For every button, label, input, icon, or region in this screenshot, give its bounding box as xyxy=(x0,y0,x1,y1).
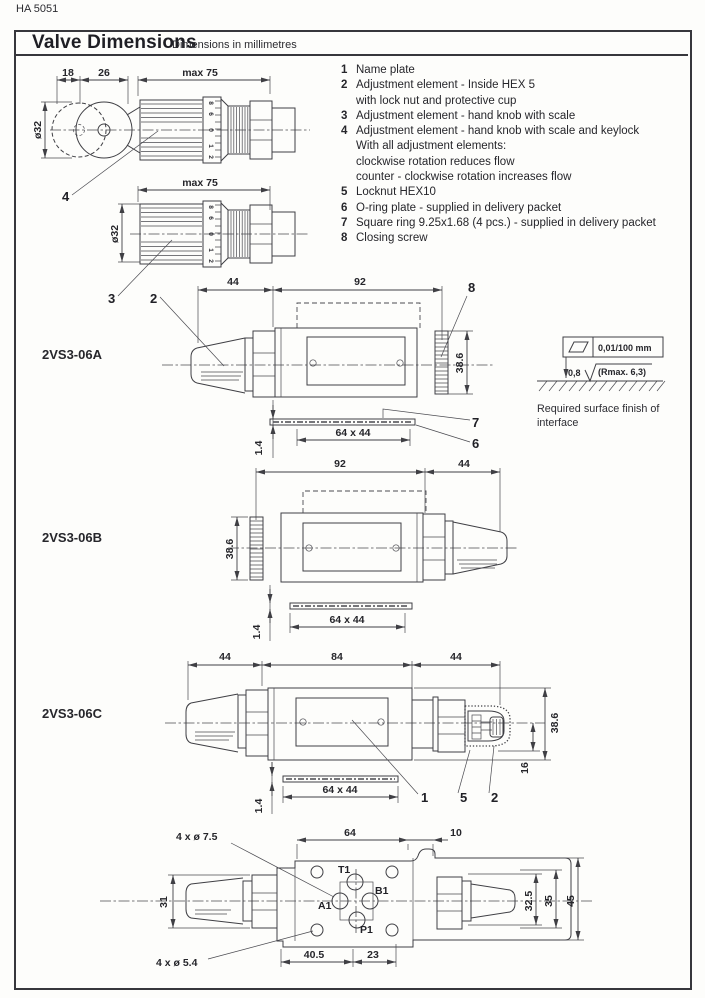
dim-18: 18 xyxy=(62,67,74,79)
dim-c-44-right: 44 xyxy=(450,651,462,663)
legend-num: 8 xyxy=(341,232,348,245)
legend-num: 2 xyxy=(341,79,348,92)
dim-a-92: 92 xyxy=(354,276,366,288)
port-label-b1: B1 xyxy=(375,885,389,897)
legend-line: Adjustment element - Inside HEX 5 xyxy=(356,79,535,92)
page-title: Valve Dimensions xyxy=(32,32,197,53)
dial-digit: 8 xyxy=(207,205,214,209)
dim-c-64x44: 64 x 44 xyxy=(322,784,358,796)
drawing-knob-keylock xyxy=(32,67,310,204)
dim-bolt-5-4: 4 x ø 5.4 xyxy=(156,957,198,969)
dim-dia32: ø32 xyxy=(32,120,44,140)
surface-caption-line1: Required surface finish of xyxy=(537,403,660,415)
dial-digit: 1 xyxy=(207,248,214,252)
legend-line: Closing screw xyxy=(356,232,428,245)
port-label-t1: T1 xyxy=(338,864,351,876)
callout-1: 1 xyxy=(421,790,429,805)
rmax-value: (Rmax. 6,3) xyxy=(598,367,647,377)
dim-dia32: ø32 xyxy=(109,224,121,244)
dim-c-1-4: 1.4 xyxy=(253,798,265,814)
surface-caption-line2: interface xyxy=(537,417,579,429)
dial-digit: 0 xyxy=(207,128,214,132)
dim-b-38-6: 38.6 xyxy=(224,538,236,560)
dial-digit: 6 xyxy=(207,112,214,116)
dim-26: 26 xyxy=(98,67,110,79)
dim-c-44-left: 44 xyxy=(219,651,231,663)
callout-7: 7 xyxy=(472,415,480,430)
dim-a-64x44: 64 x 44 xyxy=(335,427,371,439)
dim-35: 35 xyxy=(543,895,555,907)
dim-b-1-4: 1.4 xyxy=(251,624,263,640)
dim-a-1-4: 1.4 xyxy=(253,440,265,456)
dim-64: 64 xyxy=(344,827,356,839)
dial-digit: 0 xyxy=(207,232,214,236)
drawing-2vs3-06b xyxy=(224,458,518,641)
dim-max75: max 75 xyxy=(182,67,218,79)
port-label-a1: A1 xyxy=(318,900,332,912)
dial-digit: 2 xyxy=(207,259,214,263)
legend-line: Name plate xyxy=(356,64,415,76)
callout-8: 8 xyxy=(468,280,476,295)
model-label-2vs3-06b: 2VS3-06B xyxy=(42,530,102,545)
roughness-value: 0,8 xyxy=(568,368,581,378)
model-label-2vs3-06c: 2VS3-06C xyxy=(42,706,102,721)
model-label-2vs3-06a: 2VS3-06A xyxy=(42,347,102,362)
dim-a-38-6: 38.6 xyxy=(454,352,466,374)
drawing-2vs3-06c xyxy=(165,651,561,814)
dim-10: 10 xyxy=(450,827,462,839)
drawing-2vs3-06a xyxy=(162,276,495,458)
dim-c-84: 84 xyxy=(331,651,343,663)
legend-num: 5 xyxy=(341,186,348,199)
legend-num: 1 xyxy=(341,64,348,76)
legend-line: Adjustment element - hand knob with scale xyxy=(356,109,576,122)
dim-b-64x44: 64 x 44 xyxy=(329,614,365,626)
legend-num: 7 xyxy=(341,216,348,229)
legend-line: O-ring plate - supplied in delivery packet xyxy=(356,201,562,214)
dial-digit: 8 xyxy=(207,101,214,105)
dim-bolt-7-5: 4 x ø 7.5 xyxy=(176,831,218,843)
dim-c-16: 16 xyxy=(519,762,531,774)
dim-b-44: 44 xyxy=(458,458,470,470)
surface-finish-note xyxy=(537,337,665,429)
dim-max75: max 75 xyxy=(182,177,218,189)
dim-31: 31 xyxy=(158,896,170,908)
dial-digit: 1 xyxy=(207,144,214,148)
callout-2: 2 xyxy=(150,291,158,306)
drawing-bottom-view xyxy=(100,827,592,969)
callout-2c: 2 xyxy=(491,790,499,805)
dial-digit: 2 xyxy=(207,155,214,159)
legend-line: clockwise rotation reduces flow xyxy=(356,155,515,168)
legend-num: 4 xyxy=(341,125,348,138)
dim-b-92: 92 xyxy=(334,458,346,470)
callout-5: 5 xyxy=(460,790,468,805)
flatness-spec: 0,01/100 mm xyxy=(598,343,652,353)
callout-6: 6 xyxy=(472,436,480,451)
legend-line: counter - clockwise rotation increases flow xyxy=(356,171,572,184)
dial-digit: 6 xyxy=(207,216,214,220)
page-subtitle: Dimensions in millimetres xyxy=(172,39,297,51)
legend-line: with lock nut and protective cup xyxy=(356,94,517,107)
callout-4: 4 xyxy=(62,189,70,204)
dim-a-44: 44 xyxy=(227,276,239,288)
legend-line: Square ring 9.25x1.68 (4 pcs.) - supplied in delivery packet xyxy=(356,216,656,229)
drawing-knob-scale xyxy=(108,177,310,366)
legend-line: Locknut HEX10 xyxy=(356,186,436,199)
callout-3: 3 xyxy=(108,291,116,306)
port-label-p1: P1 xyxy=(360,924,373,936)
legend-line: Adjustment element - hand knob with scale and keylock xyxy=(356,125,640,138)
dim-c-38-6: 38.6 xyxy=(549,712,561,734)
legend-line: With all adjustment elements: xyxy=(356,140,507,153)
dim-23: 23 xyxy=(367,949,379,961)
legend-num: 6 xyxy=(341,201,348,214)
dim-45: 45 xyxy=(565,895,577,907)
document-number: HA 5051 xyxy=(16,3,59,15)
legend-num: 3 xyxy=(341,109,348,122)
dim-32-5: 32.5 xyxy=(523,890,535,912)
dim-40-5: 40.5 xyxy=(303,949,325,961)
